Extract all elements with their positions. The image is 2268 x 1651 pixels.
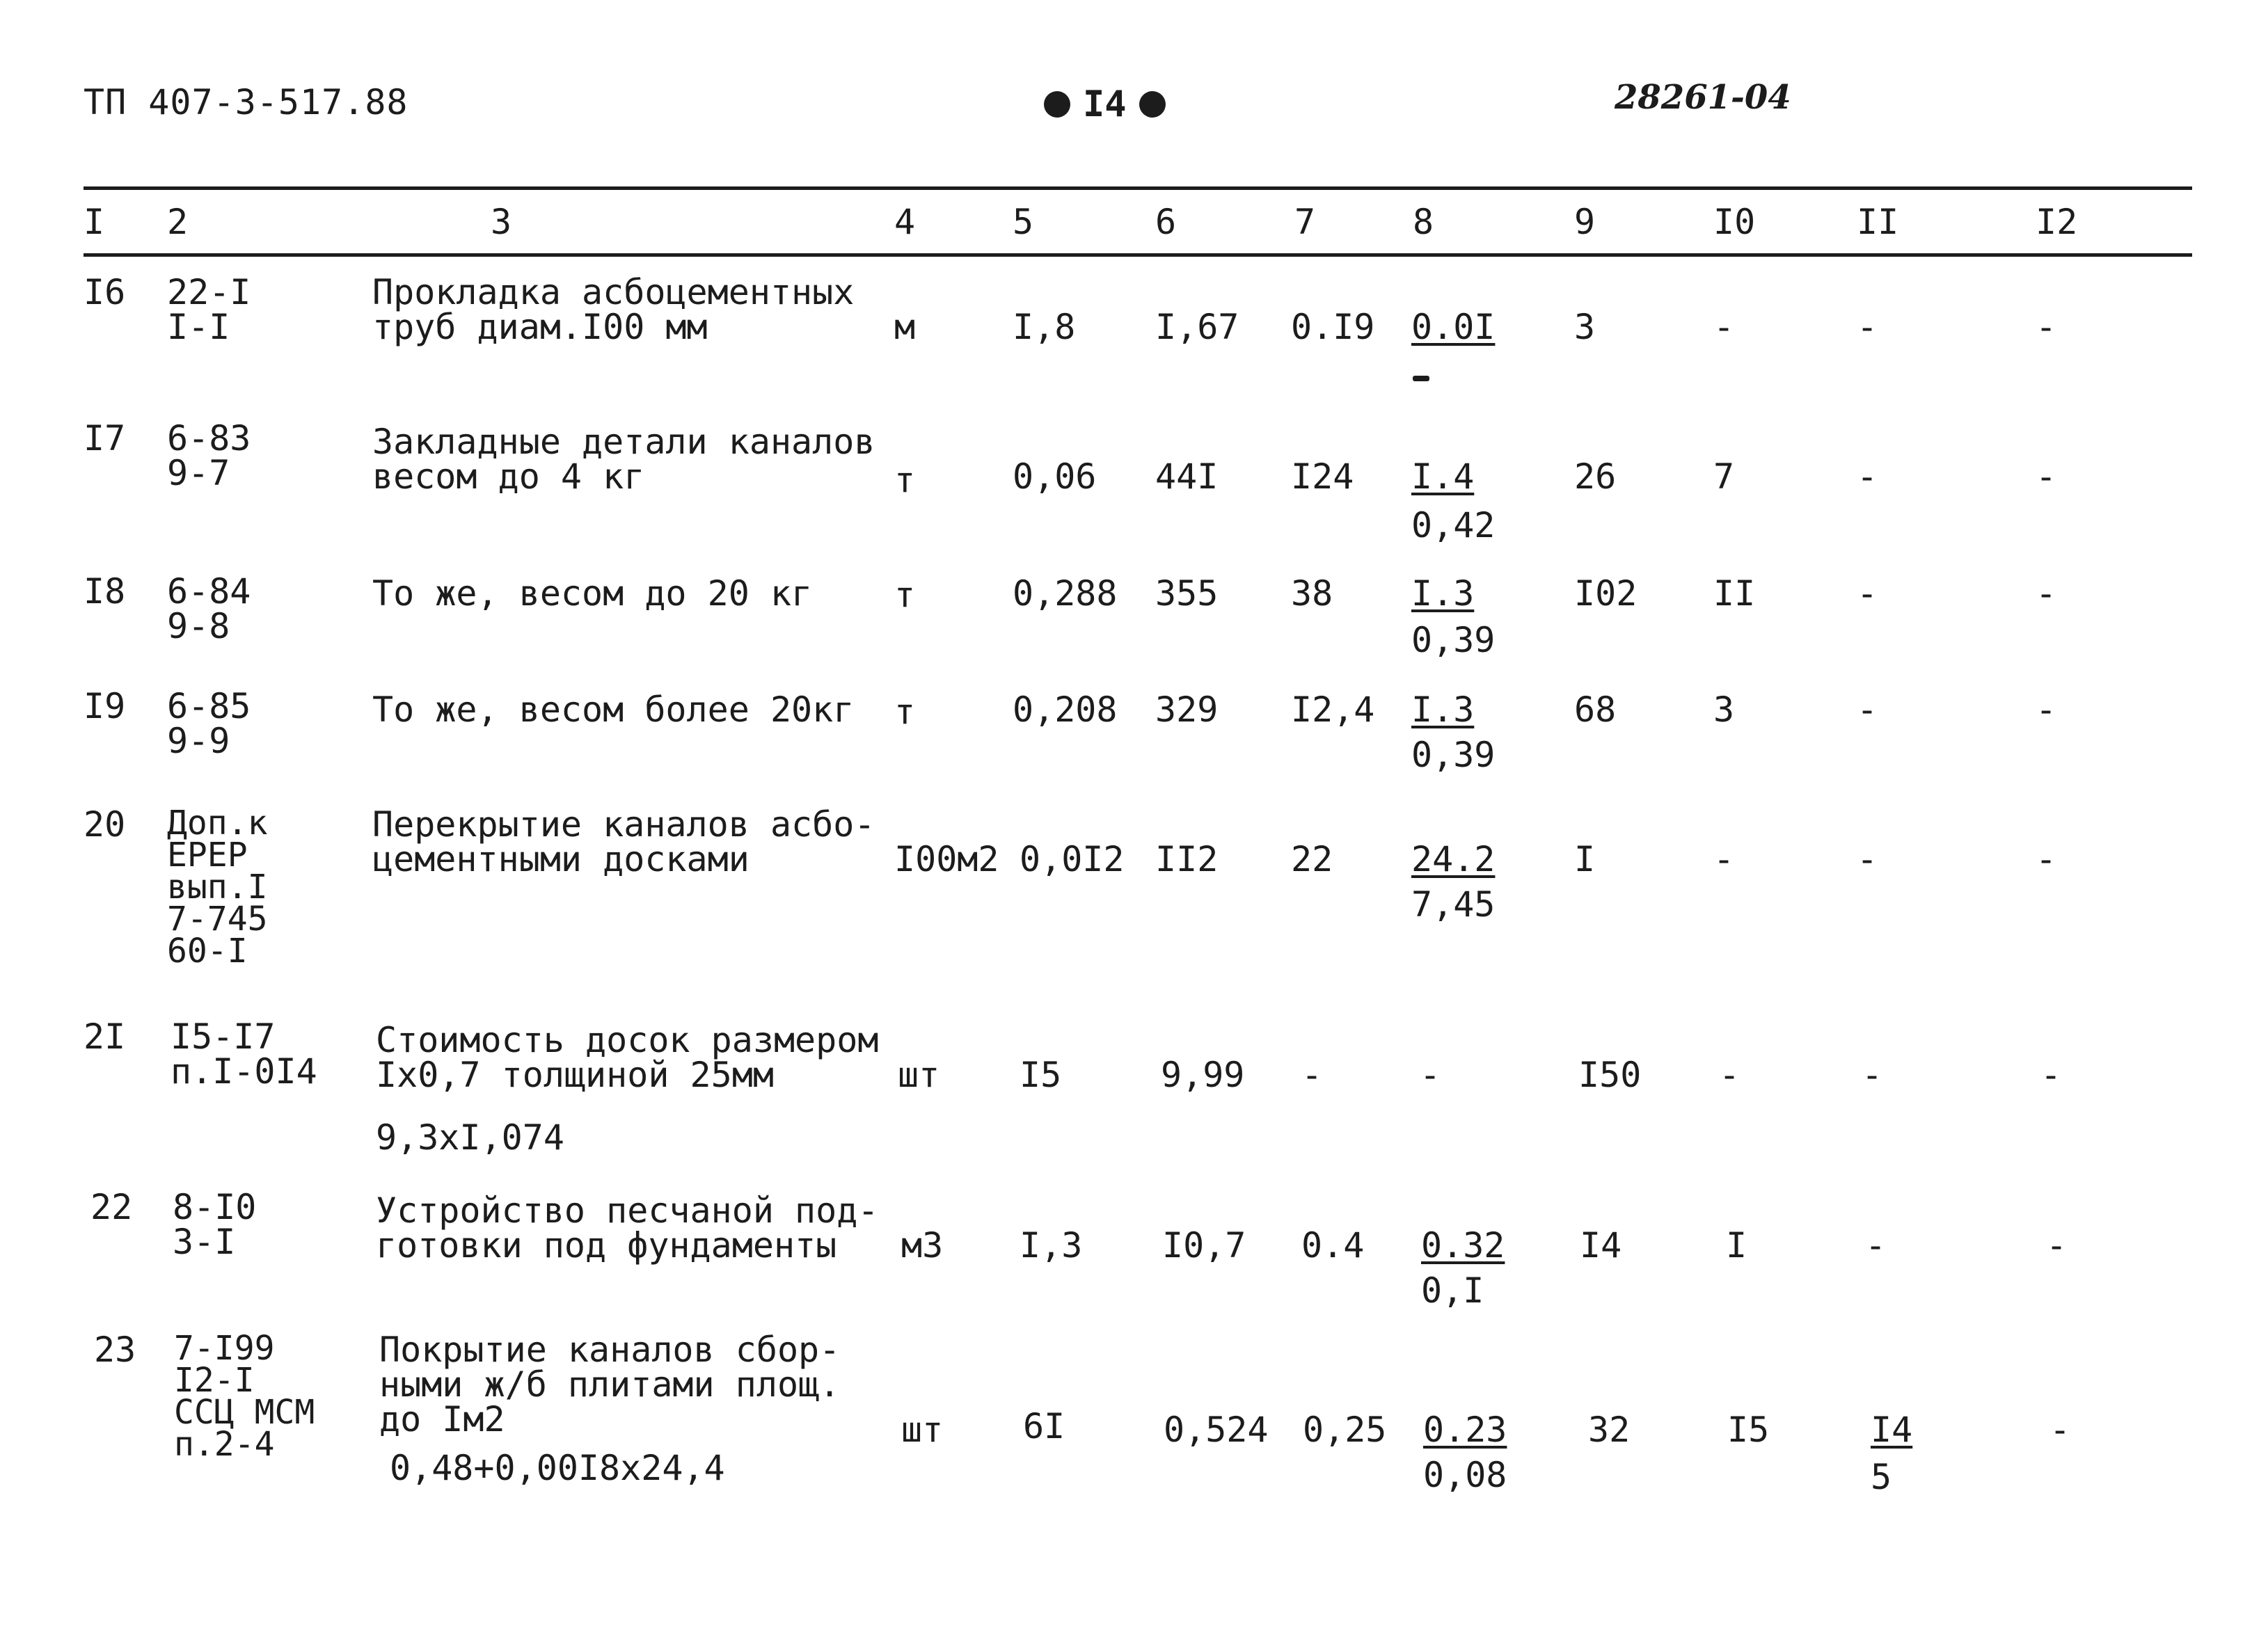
row-col9: I4: [1580, 1225, 1622, 1266]
page-number: I4: [1083, 83, 1127, 125]
row-col11: -: [1865, 1225, 1887, 1266]
bullet-dot-left-icon: [1044, 91, 1070, 118]
row-col8-top: I.4: [1411, 456, 1475, 497]
row-description: Покрытие каналов сбор- ными ж/б плитами площ. до Iм2: [379, 1330, 841, 1439]
row-price: 329: [1155, 689, 1219, 730]
col-header-5: 5: [1013, 202, 1034, 242]
row-unit: м3: [901, 1225, 944, 1266]
row-col9: 32: [1588, 1410, 1631, 1450]
row-number: 2I: [84, 1016, 126, 1057]
row-col9: I02: [1574, 573, 1637, 614]
row-unit: м: [894, 307, 916, 347]
row-description: То же, весом до 20 кг: [372, 573, 813, 614]
table-top-rule: [84, 186, 2192, 190]
row-col12: -: [2036, 839, 2057, 879]
col-header-1: I: [84, 202, 105, 242]
row-col10: -: [1713, 307, 1735, 347]
row-price: 44I: [1155, 456, 1219, 497]
row-col8-top: -: [1420, 1055, 1441, 1095]
row-col11: -: [1862, 1055, 1883, 1095]
row-col7: 38: [1291, 573, 1333, 614]
col-header-7: 7: [1294, 202, 1316, 242]
bullet-dot-right-icon: [1139, 91, 1166, 118]
row-col9: 68: [1574, 689, 1617, 730]
row-qty: 6I: [1023, 1406, 1065, 1446]
row-code: 6-84 9-8: [167, 571, 251, 646]
row-col7: 0.I9: [1291, 307, 1375, 347]
row-qty: I,8: [1013, 307, 1076, 347]
row-col10: I5: [1727, 1410, 1770, 1450]
row-col9: I: [1574, 839, 1596, 879]
row-col8-bottom: 0,39: [1411, 735, 1496, 775]
row-col8-top: 0.0I: [1411, 307, 1496, 347]
row-number: 23: [94, 1330, 136, 1370]
row-col8-bottom: 0,I: [1421, 1270, 1484, 1311]
col-header-4: 4: [894, 202, 916, 242]
col-header-8: 8: [1413, 202, 1434, 242]
row-col10: II: [1713, 573, 1756, 614]
row-col12: -: [2036, 307, 2057, 347]
row-description: Закладные детали каналов весом до 4 кг: [372, 422, 875, 497]
row-col12: -: [2036, 689, 2057, 730]
row-note: 9,3xI,074: [376, 1117, 564, 1158]
row-col8-bottom: 7,45: [1411, 884, 1496, 925]
col-header-12: I2: [2036, 202, 2078, 242]
col-header-9: 9: [1574, 202, 1596, 242]
row-unit: шт: [901, 1410, 944, 1450]
row-number: 20: [84, 804, 126, 845]
row-number: 22: [90, 1187, 133, 1227]
row-col7: I2,4: [1291, 689, 1375, 730]
row-col11: -: [1857, 307, 1878, 347]
row-unit: т: [894, 460, 916, 500]
row-col7: 0,25: [1303, 1410, 1387, 1450]
row-col7: 0.4: [1301, 1225, 1365, 1266]
row-qty: 0,06: [1013, 456, 1097, 497]
row-code: 6-83 9-7: [167, 418, 251, 493]
row-col10: I: [1726, 1225, 1747, 1266]
row-col8-dash: [1413, 376, 1429, 381]
row-col12: -: [2036, 573, 2057, 614]
row-col9: 3: [1574, 307, 1596, 347]
row-col8-top: 24.2: [1411, 839, 1496, 879]
row-col11-bottom: 5: [1871, 1457, 1892, 1497]
row-col11: -: [1857, 839, 1878, 879]
row-col11: -: [1857, 689, 1878, 730]
row-col11: -: [1857, 573, 1878, 614]
table-header-rule: [84, 253, 2192, 257]
col-header-6: 6: [1155, 202, 1177, 242]
row-col8-top: I.3: [1411, 689, 1475, 730]
col-header-3: 3: [491, 202, 512, 242]
row-unit: I00м2: [894, 839, 999, 879]
row-col12: -: [2049, 1410, 2071, 1450]
page-number-block: [1044, 83, 1166, 125]
col-header-2: 2: [167, 202, 189, 242]
row-code: 6-85 9-9: [167, 686, 251, 761]
row-price: 0,524: [1164, 1410, 1269, 1450]
row-note: 0,48+0,00I8x24,4: [390, 1448, 725, 1488]
row-col7: 22: [1291, 839, 1333, 879]
document-code: ТП 407-3-517.88: [84, 82, 409, 122]
row-col7: I24: [1291, 456, 1354, 497]
row-price: 355: [1155, 573, 1219, 614]
row-col10: -: [1719, 1055, 1740, 1095]
row-description: Прокладка асбоцементных труб диам.I00 мм: [372, 272, 855, 347]
row-col11: -: [1857, 456, 1878, 497]
row-price: I0,7: [1162, 1225, 1246, 1266]
row-col8-top: I.3: [1411, 573, 1475, 614]
handwritten-number: 28261-04: [1615, 78, 1791, 117]
row-col9: I50: [1578, 1055, 1642, 1095]
row-number: I6: [84, 272, 126, 312]
row-col12: -: [2040, 1055, 2062, 1095]
row-price: II2: [1155, 839, 1219, 879]
col-header-11: II: [1857, 202, 1899, 242]
row-qty: I5: [1020, 1055, 1062, 1095]
row-qty: 0,288: [1013, 573, 1118, 614]
row-qty: I,3: [1020, 1225, 1083, 1266]
row-number: I9: [84, 686, 126, 726]
row-unit: т: [894, 692, 916, 732]
row-col8-top: 0.23: [1423, 1410, 1507, 1450]
row-col11-top: I4: [1871, 1410, 1913, 1450]
row-unit: т: [894, 575, 916, 615]
row-code: 8-I0 3-I: [173, 1187, 257, 1262]
col-header-10: I0: [1713, 202, 1756, 242]
row-number: I7: [84, 418, 126, 458]
row-code: 7-I99 I2-I ССЦ МСМ п.2-4: [174, 1329, 315, 1464]
row-col10: 7: [1713, 456, 1735, 497]
row-qty: 0,0I2: [1020, 839, 1125, 879]
row-code: Доп.к ЕРЕР вып.I 7-745 60-I: [167, 804, 268, 971]
row-col8-bottom: 0,42: [1411, 505, 1496, 545]
row-col9: 26: [1574, 456, 1617, 497]
row-description: Устройство песчаной под- готовки под фундаменты: [376, 1190, 879, 1266]
row-col10: -: [1713, 839, 1735, 879]
row-col12: -: [2036, 456, 2057, 497]
row-description: Стоимость досок размером Ix0,7 толщиной 25мм: [376, 1020, 879, 1095]
row-number: I8: [84, 571, 126, 612]
row-code: I5-I7 п.I-0I4: [171, 1016, 317, 1092]
row-description: Перекрытие каналов асбо- цементными досками: [372, 804, 875, 879]
row-col8-bottom: 0,39: [1411, 620, 1496, 660]
row-col8-top: 0.32: [1421, 1225, 1505, 1266]
row-code: 22-I I-I: [167, 272, 251, 347]
row-unit: шт: [898, 1055, 940, 1095]
row-price: 9,99: [1161, 1055, 1245, 1095]
row-col10: 3: [1713, 689, 1735, 730]
row-col8-bottom: 0,08: [1423, 1455, 1507, 1495]
row-qty: 0,208: [1013, 689, 1118, 730]
row-col12: -: [2046, 1225, 2068, 1266]
row-col7: -: [1301, 1055, 1323, 1095]
row-price: I,67: [1155, 307, 1239, 347]
row-description: То же, весом более 20кг: [372, 689, 855, 730]
